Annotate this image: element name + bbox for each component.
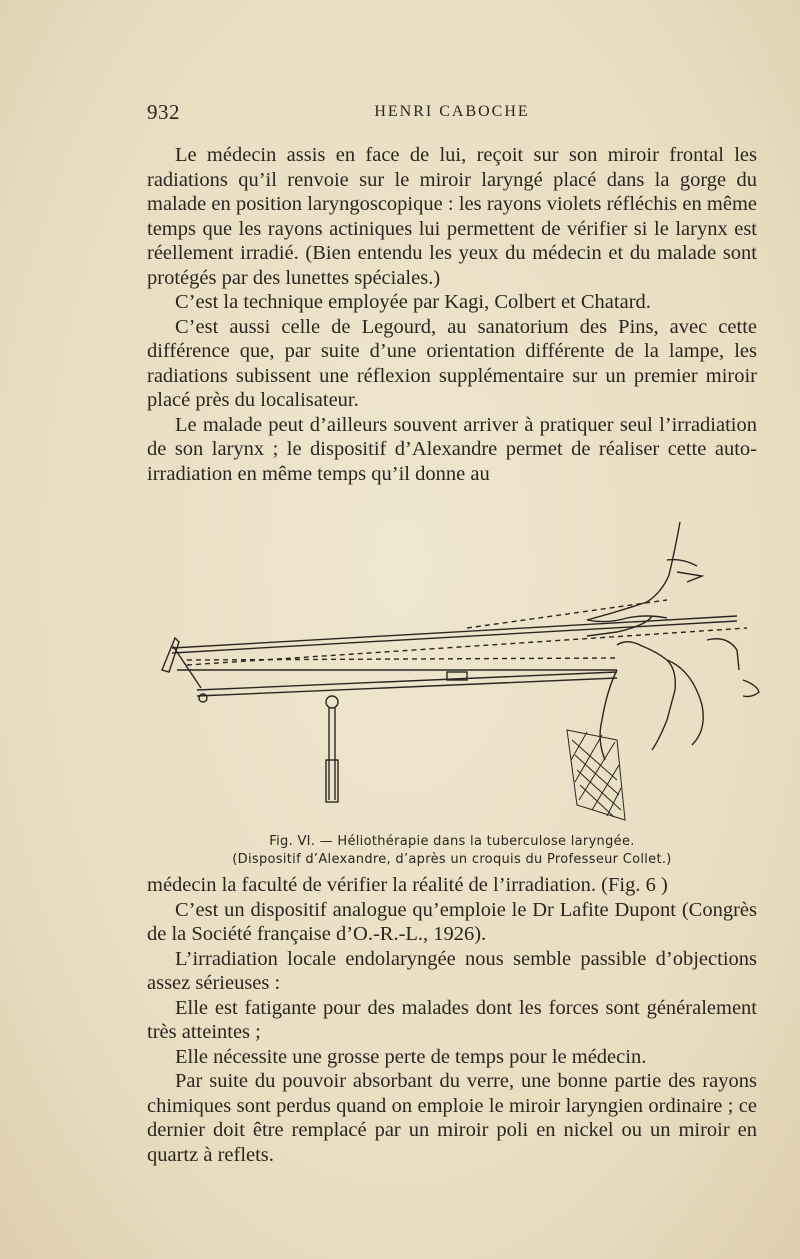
text-block-top: [147, 143, 757, 486]
stand-drawing: [326, 696, 338, 802]
figure-illustration: [147, 520, 772, 830]
running-head: [147, 100, 757, 126]
paragraph: Le médecin assis en face de lui, reçoit sur son miroir frontal les radiations qu’il renvoie sur le miroir laryngé placé dans la gorge du malade en position laryngoscopique : les rayons violets réfléchis en même temps que les rayons actiniques lui permettent de vérifier si le larynx est réellement irradié. (Bien entendu les yeux du médecin et du malade sont protégés par des lunettes spéciales.): [147, 144, 757, 289]
caption-line-1: Fig. VI. — Héliothérapie dans la tuberculose laryngée.: [269, 834, 635, 849]
page-number: 932: [147, 100, 180, 124]
paragraph: médecin la faculté de vérifier la réalité de l’irradiation. (Fig. 6 ): [147, 874, 668, 896]
paragraph: C’est la technique employée par Kagi, Colbert et Chatard.: [175, 291, 651, 313]
paragraph: C’est un dispositif analogue qu’emploie le Dr Lafite Dupont (Congrès de la Société française d’O.-R.-L., 1926).: [147, 898, 757, 945]
text-block-bottom: [147, 873, 757, 1167]
paragraph: Le malade peut d’ailleurs souvent arriver à pratiquer seul l’irradiation de son larynx ; le dispositif d’Alexandre permet de réaliser cette auto-irradiation en même temps qu’il donne au: [147, 413, 757, 485]
caption-line-2: (Dispositif d’Alexandre, d’après un croquis du Professeur Collet.): [232, 852, 672, 867]
paragraph: C’est aussi celle de Legourd, au sanatorium des Pins, avec cette différence que, par suite d’une orientation différente de la lampe, les radiations subissent une réflexion supplémentaire sur un premier miroir placé près du localisateur.: [147, 315, 757, 411]
paragraph: Elle nécessite une grosse perte de temps pour le médecin.: [175, 1045, 647, 1068]
running-title: HENRI CABOCHE: [374, 103, 530, 120]
hand-drawing: [600, 639, 759, 760]
figure-caption: [147, 833, 757, 869]
paragraph: L’irradiation locale endolaryngée nous semble passible d’objections assez sérieuses :: [147, 947, 757, 994]
rod-apparatus-drawing: [162, 600, 747, 702]
paragraph: Par suite du pouvoir absorbant du verre, une bonne partie des rayons chimiques sont perdus quand on emploie le miroir laryngien ordinaire ; ce dernier doit être remplacé par un miroir poli en nickel ou un miroir en quartz à reflets.: [147, 1070, 757, 1166]
paragraph: Elle est fatigante pour des malades dont les forces sont généralement très atteintes ;: [147, 996, 757, 1043]
sleeve-drawing: [567, 730, 625, 820]
